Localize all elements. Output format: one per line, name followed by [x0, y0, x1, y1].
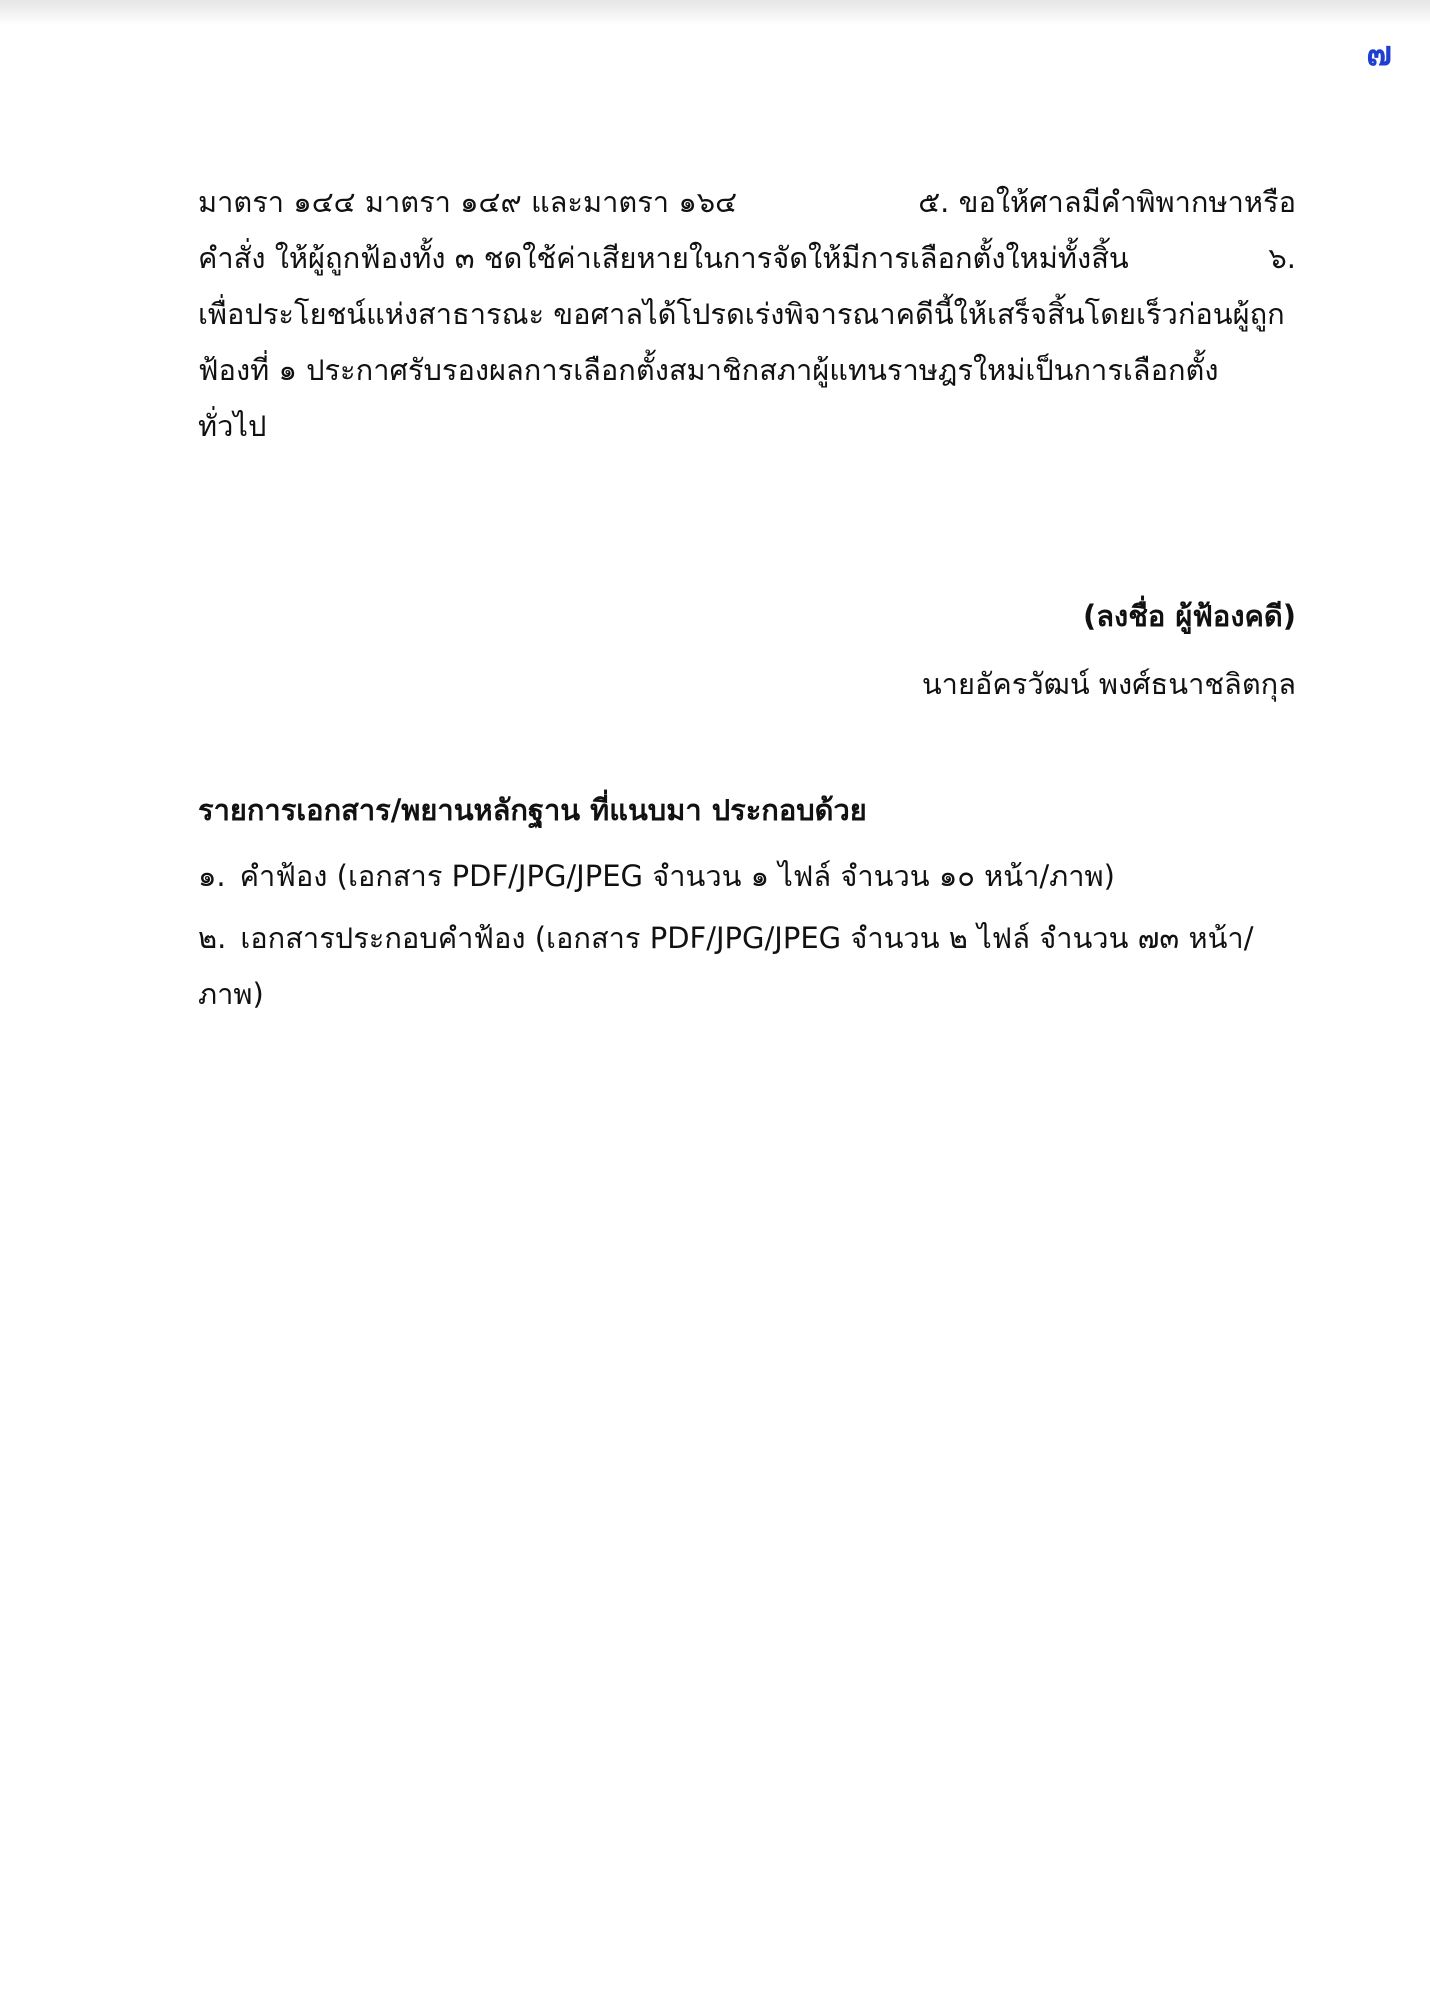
body-line [198, 286, 1296, 342]
body-line [198, 342, 1296, 398]
body-text: ๖. [1268, 241, 1296, 275]
body-line [198, 174, 1296, 230]
attachment-number: ๑. [198, 859, 226, 893]
page-number: ๗ [1366, 34, 1392, 74]
body-paragraph [198, 174, 1296, 454]
signature-block [922, 588, 1296, 712]
body-text: มาตรา ๑๔๔ มาตรา ๑๔๙ และมาตรา ๑๖๔ [198, 185, 738, 219]
body-text: ๕. ขอให้ศาลมีคำพิพากษาหรือ [918, 185, 1296, 219]
signer-name: นายอัครวัฒน์ พงศ์ธนาชลิตกุล [921, 667, 1296, 701]
signature-title: (ลงชื่อ ผู้ฟ้องคดี) [1083, 599, 1296, 633]
body-text: ฟ้องที่ ๑ ประกาศรับรองผลการเลือกตั้งสมาชิกสภาผู้แทนราษฎรใหม่เป็นการเลือกตั้ง [198, 353, 1219, 387]
body-text: เพื่อประโยชน์แห่งสาธารณะ ขอศาลได้โปรดเร่งพิจารณาคดีนี้ให้เสร็จสิ้นโดยเร็วก่อนผู้ถูก [198, 297, 1285, 331]
attachment-text: เอกสารประกอบคำฟ้อง (เอกสาร PDF/JPG/JPEG จำนวน ๒ ไฟล์ จำนวน ๗๓ หน้า/ [240, 921, 1254, 955]
body-text: คำสั่ง ให้ผู้ถูกฟ้องทั้ง ๓ ชดใช้ค่าเสียหายในการจัดให้มีการเลือกตั้งใหม่ทั้งสิ้น [198, 241, 1129, 275]
attachment-item [198, 848, 1296, 904]
attachment-text: คำฟ้อง (เอกสาร PDF/JPG/JPEG จำนวน ๑ ไฟล์ จำนวน ๑๐ หน้า/ภาพ) [239, 859, 1115, 893]
body-line [198, 230, 1296, 286]
attachments-section [198, 782, 1296, 1028]
attachment-text-continued: ภาพ) [198, 977, 264, 1011]
body-line [198, 398, 1296, 454]
attachment-item [198, 910, 1296, 1022]
attachments-heading: รายการเอกสาร/พยานหลักฐาน ที่แนบมา ประกอบด้วย [198, 793, 867, 827]
attachment-number: ๒. [198, 921, 227, 955]
page-top-shadow [0, 0, 1430, 26]
body-text: ทั่วไป [198, 409, 267, 443]
